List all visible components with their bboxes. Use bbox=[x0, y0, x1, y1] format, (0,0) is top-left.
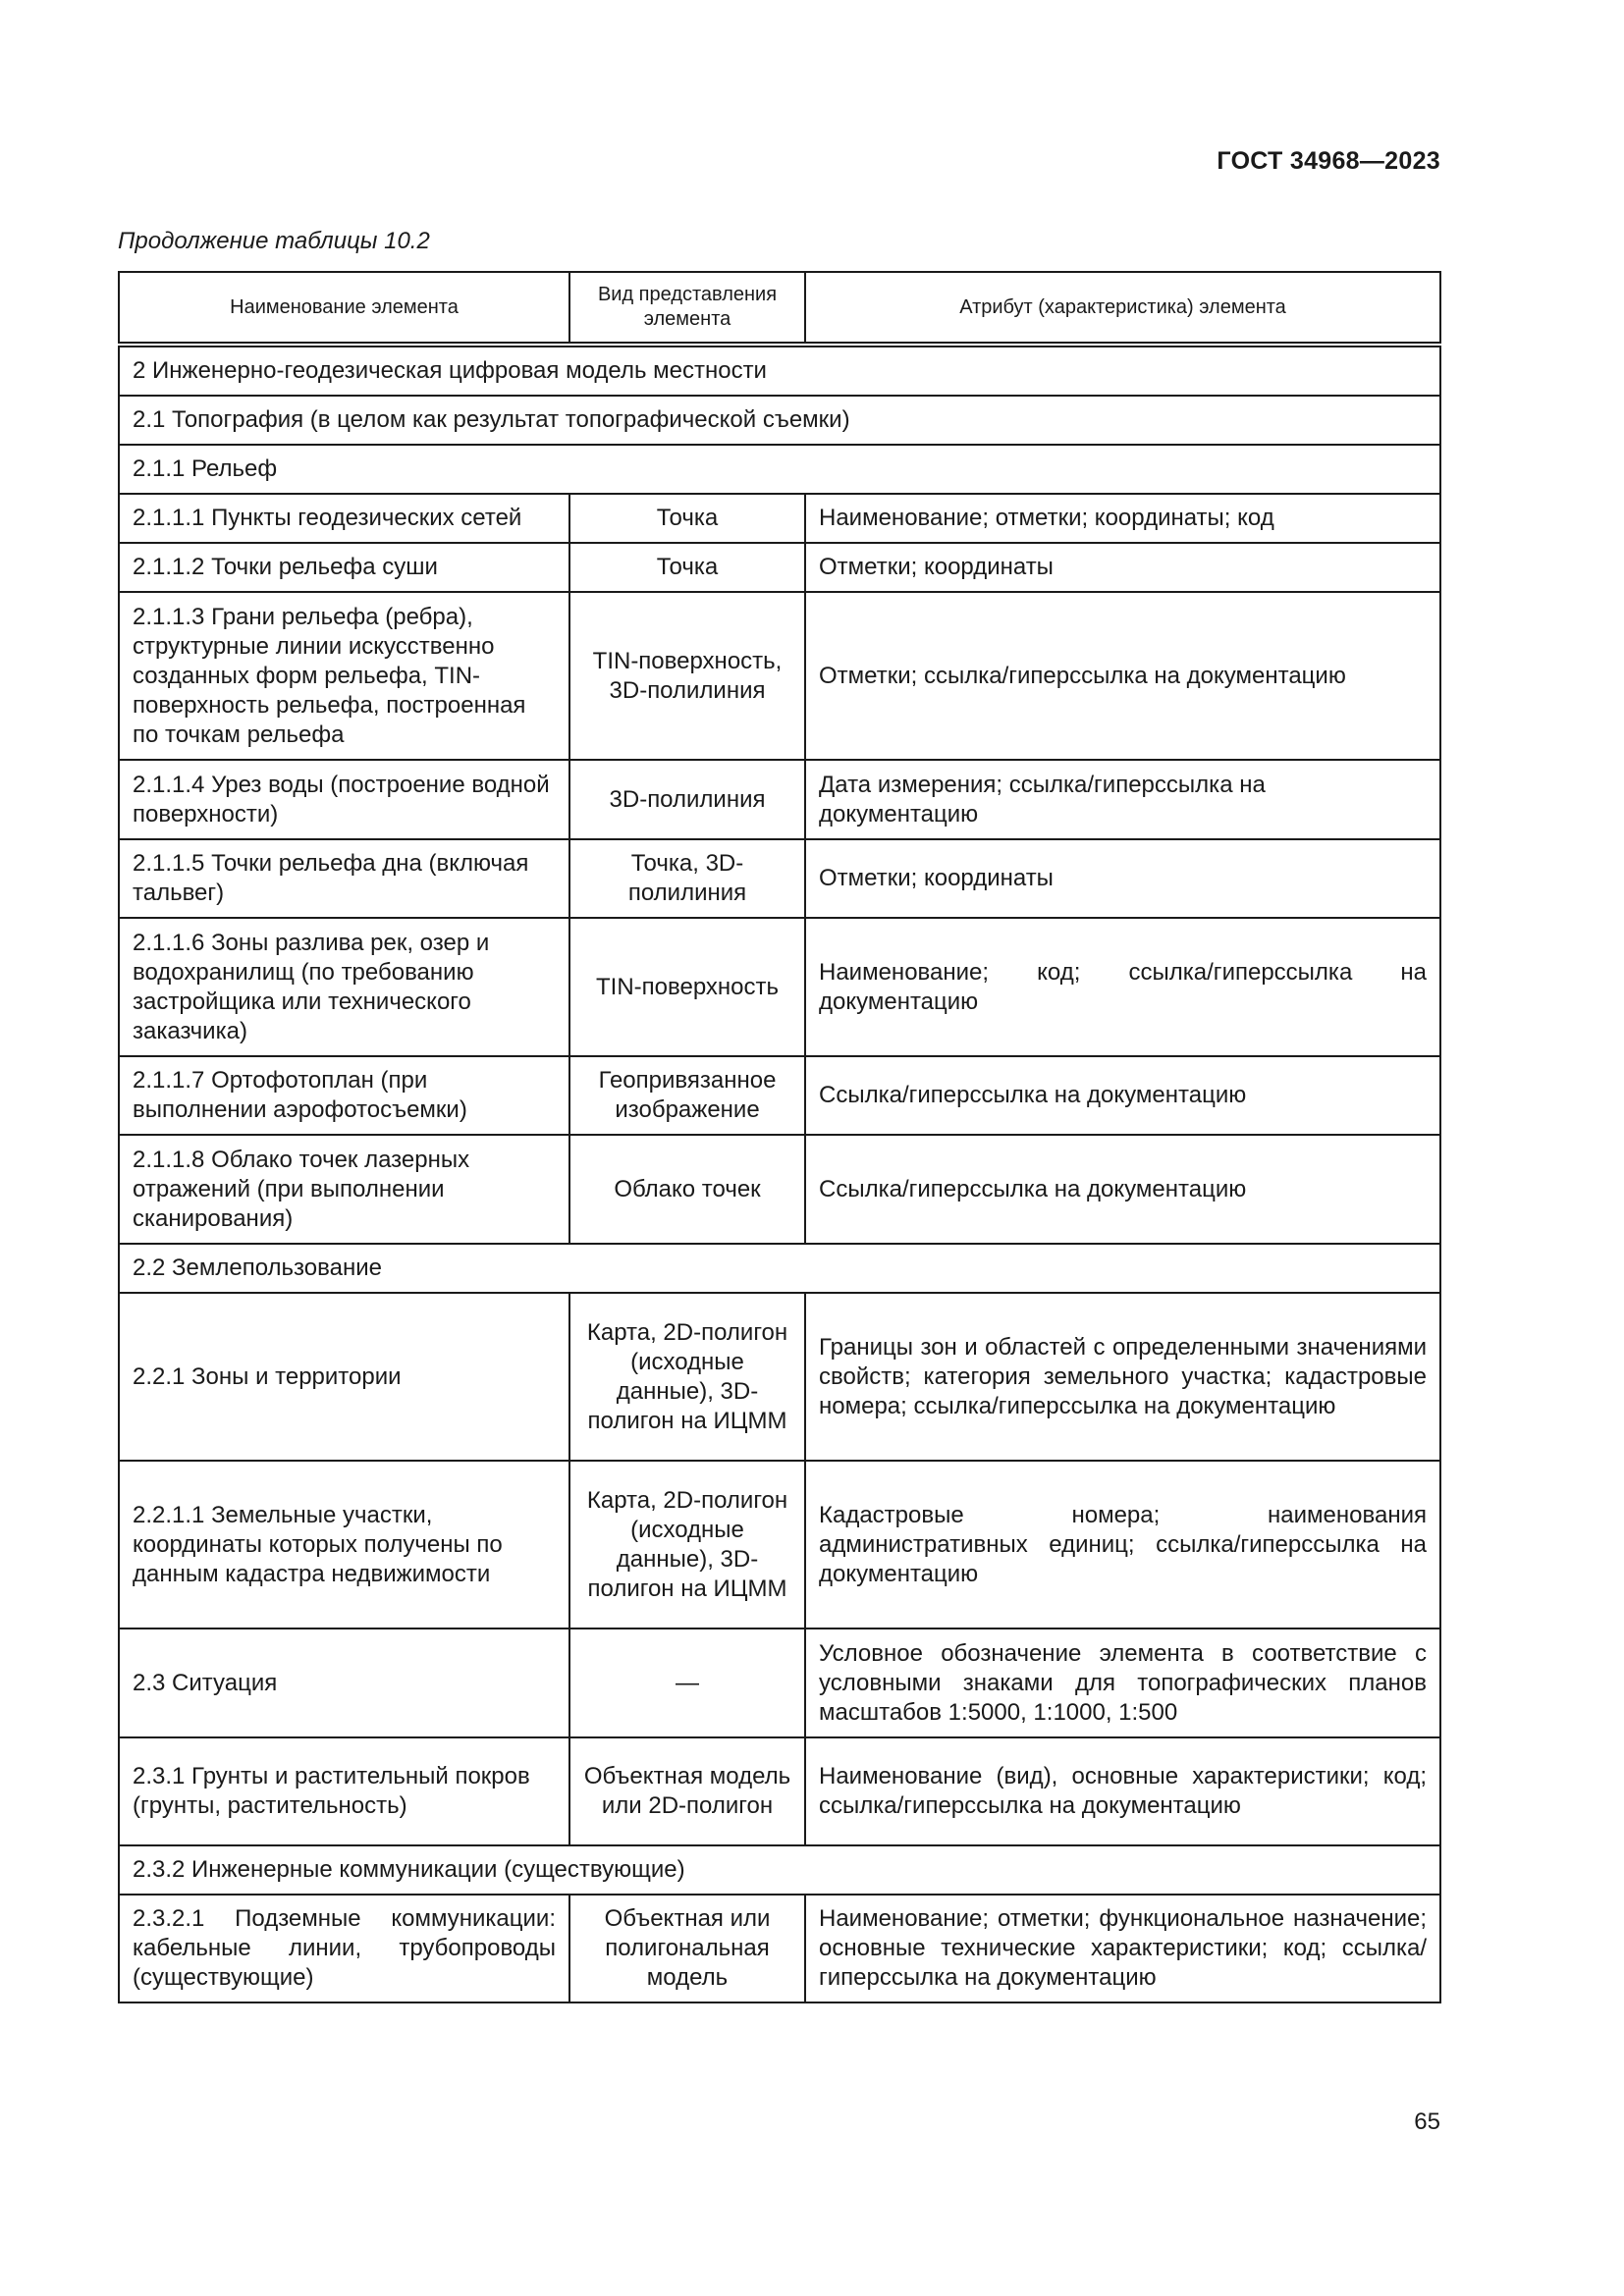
table-row bbox=[119, 1737, 1440, 1845]
representation-cell: — bbox=[569, 1629, 805, 1737]
representation-cell: Карта, 2D-полигон (исходные данные), 3D-полигон на ИЦММ bbox=[569, 1461, 805, 1629]
attribute-cell: Дата измерения; ссылка/гиперссылка на документацию bbox=[805, 760, 1440, 839]
element-name-cell: 2.1.1.4 Урез воды (построение водной поверхности) bbox=[119, 760, 569, 839]
element-name-cell: 2.2.1 Зоны и территории bbox=[119, 1293, 569, 1461]
section-title: 2.3.2 Инженерные коммуникации (существующие) bbox=[119, 1845, 1440, 1895]
elements-table bbox=[118, 271, 1441, 2003]
table-row-section bbox=[119, 1845, 1440, 1895]
attribute-cell: Ссылка/гиперссылка на документацию bbox=[805, 1135, 1440, 1244]
attribute-cell: Условное обозначение элемента в соответствие с условными знаками для топографических планов масштабов 1:5000, 1:1000, 1:500 bbox=[805, 1629, 1440, 1737]
table-caption: Продолжение таблицы 10.2 bbox=[118, 228, 430, 254]
representation-cell: TIN-поверхность, 3D-полилиния bbox=[569, 592, 805, 760]
element-name-cell: 2.1.1.8 Облако точек лазерных отражений (при выполнении сканирования) bbox=[119, 1135, 569, 1244]
section-title: 2.2 Землепользование bbox=[119, 1244, 1440, 1293]
element-name-cell: 2.1.1.7 Ортофотоплан (при выполнении аэрофотосъемки) bbox=[119, 1056, 569, 1135]
attribute-cell: Отметки; координаты bbox=[805, 543, 1440, 592]
section-title: 2.1 Топография (в целом как результат топографической съемки) bbox=[119, 396, 1440, 445]
representation-cell: TIN-поверхность bbox=[569, 918, 805, 1056]
table-header-row bbox=[119, 272, 1440, 345]
table-row bbox=[119, 1895, 1440, 2002]
element-name-cell: 2.3.1 Грунты и растительный покров (грунты, растительность) bbox=[119, 1737, 569, 1845]
page-number: 65 bbox=[1414, 2109, 1440, 2135]
attribute-cell: Границы зон и областей с определенными значениями свойств; категория земельного участка; кадастровые номера; ссылка/гиперссылка на документацию bbox=[805, 1293, 1440, 1461]
section-title: 2.1.1 Рельеф bbox=[119, 445, 1440, 494]
table-row bbox=[119, 1293, 1440, 1461]
table-row bbox=[119, 839, 1440, 918]
section-title: 2 Инженерно-геодезическая цифровая модель местности bbox=[119, 345, 1440, 396]
element-name-cell: 2.1.1.1 Пункты геодезических сетей bbox=[119, 494, 569, 543]
table-row bbox=[119, 1135, 1440, 1244]
table-row bbox=[119, 494, 1440, 543]
representation-cell: Точка, 3D-полилиния bbox=[569, 839, 805, 918]
element-name-cell: 2.1.1.6 Зоны разлива рек, озер и водохранилищ (по требованию застройщика или технического заказчика) bbox=[119, 918, 569, 1056]
representation-cell: Объектная или полигональная модель bbox=[569, 1895, 805, 2002]
representation-cell: Точка bbox=[569, 543, 805, 592]
column-header-attribute: Атрибут (характеристика) элемента bbox=[805, 272, 1440, 345]
attribute-cell: Отметки; ссылка/гиперссылка на документацию bbox=[805, 592, 1440, 760]
representation-cell: Карта, 2D-полигон (исходные данные), 3D-полигон на ИЦММ bbox=[569, 1293, 805, 1461]
table-row bbox=[119, 760, 1440, 839]
element-name-cell: 2.2.1.1 Земельные участки, координаты которых получены по данным кадастра недвижимости bbox=[119, 1461, 569, 1629]
attribute-cell: Наименование; отметки; функциональное назначение; основные технические характеристики; код; ссылка/гиперссылка на документацию bbox=[805, 1895, 1440, 2002]
attribute-cell: Наименование; отметки; координаты; код bbox=[805, 494, 1440, 543]
element-name-cell: 2.3.2.1 Подземные коммуникации: кабельные линии, трубопроводы (существующие) bbox=[119, 1895, 569, 2002]
table-row bbox=[119, 918, 1440, 1056]
attribute-cell: Наименование; код; ссылка/гиперссылка на документацию bbox=[805, 918, 1440, 1056]
column-header-name: Наименование элемента bbox=[119, 272, 569, 345]
table-row bbox=[119, 1461, 1440, 1629]
table-row-section bbox=[119, 396, 1440, 445]
representation-cell: Точка bbox=[569, 494, 805, 543]
table-row bbox=[119, 1629, 1440, 1737]
representation-cell: Облако точек bbox=[569, 1135, 805, 1244]
table-row-section bbox=[119, 445, 1440, 494]
table-row-section bbox=[119, 345, 1440, 396]
representation-cell: Объектная модель или 2D-полигон bbox=[569, 1737, 805, 1845]
element-name-cell: 2.1.1.3 Грани рельефа (ребра), структурные линии искусственно созданных форм рельефа, TIN-поверхность рельефа, построенная по точкам рельефа bbox=[119, 592, 569, 760]
attribute-cell: Отметки; координаты bbox=[805, 839, 1440, 918]
document-standard-header: ГОСТ 34968—2023 bbox=[1217, 147, 1440, 175]
table-row-section bbox=[119, 1244, 1440, 1293]
element-name-cell: 2.1.1.5 Точки рельефа дна (включая тальвег) bbox=[119, 839, 569, 918]
table-row bbox=[119, 592, 1440, 760]
representation-cell: 3D-полилиния bbox=[569, 760, 805, 839]
attribute-cell: Ссылка/гиперссылка на документацию bbox=[805, 1056, 1440, 1135]
table-row bbox=[119, 1056, 1440, 1135]
table-row bbox=[119, 543, 1440, 592]
representation-cell: Геопривязанное изображение bbox=[569, 1056, 805, 1135]
column-header-representation: Вид представления элемента bbox=[569, 272, 805, 345]
element-name-cell: 2.3 Ситуация bbox=[119, 1629, 569, 1737]
element-name-cell: 2.1.1.2 Точки рельефа суши bbox=[119, 543, 569, 592]
attribute-cell: Наименование (вид), основные характеристики; код; ссылка/гиперссылка на документацию bbox=[805, 1737, 1440, 1845]
attribute-cell: Кадастровые номера; наименования административных единиц; ссылка/гиперссылка на документацию bbox=[805, 1461, 1440, 1629]
